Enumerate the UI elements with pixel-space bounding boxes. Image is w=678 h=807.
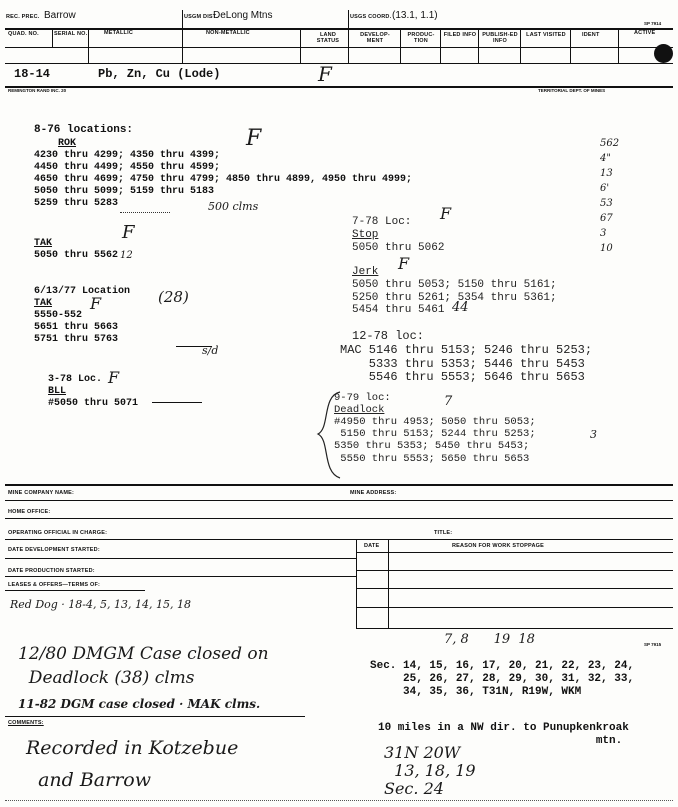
operating-official-label: OPERATING OFFICIAL IN CHARGE:: [8, 530, 108, 536]
tak-line: 5050 thru 5562: [34, 250, 119, 261]
mine-address-label: MINE ADDRESS:: [350, 490, 397, 496]
red-dog-note: Red Dog · 18-4, 5, 13, 14, 15, 18: [10, 598, 191, 611]
printer-credit: REMINGTON RAND INC. 20: [8, 88, 67, 93]
count-28: (28): [158, 288, 189, 306]
dev-started-label: DATE DEVELOPMENT STARTED:: [8, 547, 100, 553]
loc-6-13-77-title: 6/13/77 Location: [34, 286, 131, 297]
hand-f5: F: [440, 204, 452, 223]
hand-f4: F: [108, 368, 120, 387]
active-dot-icon: [654, 44, 673, 63]
hand-f6: F: [398, 254, 410, 273]
loc-778-title: 7-78 Loc:: [352, 216, 412, 228]
mac-lines: MAC 5146 thru 5153; 5246 thru 5253; 5333 thru 5353; 5446 thru 5453 5546 thru 5553; 5646 thru 5653: [340, 343, 593, 384]
header-rule-3: [5, 63, 673, 64]
claims-500: 500 clms: [208, 200, 259, 213]
jerk-lines: 5050 thru 5053; 5150 thru 5161; 5250 thru 5261; 5354 thru 5361; 5454 thru 5461: [352, 279, 557, 317]
loc-876-title: 8-76 locations:: [34, 124, 134, 136]
bll-line: #5050 thru 5071: [48, 398, 139, 409]
note-1282: 11-82 DGM case closed · MAK clms.: [18, 697, 261, 711]
col-active: ACTIVE: [634, 30, 656, 36]
hand-n7: 7: [444, 394, 453, 409]
deadlock-label: Deadlock: [334, 404, 385, 416]
hand-n44: 44: [452, 300, 469, 315]
reason-col: REASON FOR WORK STOPPAGE: [452, 543, 544, 549]
hand-sd: s/d: [202, 344, 219, 357]
tak2-label: TAK: [34, 298, 53, 309]
loc-1278-title: 12-78 loc:: [352, 329, 425, 343]
prod-started-label: DATE PRODUCTION STARTED:: [8, 568, 95, 574]
note-1280: 12/80 DMGM Case closed on Deadlock (38) clms: [18, 644, 269, 688]
col-production: PRODUC-TION: [407, 32, 435, 44]
col-development: DEVELOP-MENT: [360, 32, 390, 44]
header-rule-2: [5, 47, 673, 48]
comments-label: COMMENTS:: [8, 720, 44, 726]
mine-company-label: MINE COMPANY NAME:: [8, 490, 75, 496]
col-quad-no: QUAD. NO.: [8, 31, 39, 37]
roc-lines: 4230 thru 4299; 4350 thru 4399; 4450 thru 4499; 4550 thru 4599; 4650 thru 4699; 4750 thru 4799; 4850 thru 4899, 4950 thru 4999; 5050 thru 5099; 5159 thru 5183 5259 thru 5283: [34, 150, 413, 209]
stop-line: 5050 thru 5062: [352, 242, 445, 254]
sec-top-note: 7, 8 19 18: [444, 632, 535, 647]
col-metallic: METALLIC: [104, 30, 133, 36]
col-filed-info: FILED INFO: [443, 32, 477, 38]
location-desc: 10 miles in a NW dir. to Punupkenkroak mtn.: [378, 722, 629, 747]
metals-value: Pb, Zn, Cu (Lode): [98, 67, 221, 81]
hand-f2: F: [122, 222, 135, 243]
form-number: SP 7914: [644, 21, 662, 26]
brace-mark: [312, 388, 342, 482]
col-land-status: LAND STATUS: [316, 32, 340, 44]
tak-label: TAK: [34, 238, 53, 249]
loc-979-title: 9-79 loc:: [334, 392, 391, 404]
recorded-note: Recorded in Kotzebue and Barrow: [26, 737, 239, 791]
col-serial-no: SERIAL NO.: [54, 31, 88, 37]
tak2-lines: 5550-552 5651 thru 5663 5751 thru 5763: [34, 310, 119, 345]
twp-note: 31N 20W 13, 18, 19 Sec. 24: [384, 743, 476, 798]
jerk-label: Jerk: [352, 266, 379, 278]
bll-label: BLL: [48, 386, 67, 397]
hand-f1: F: [246, 126, 262, 151]
rec-prec-label: REC. PREC.: [6, 14, 40, 20]
usgs-coord-value: (13.1, 1.1): [392, 10, 438, 21]
roc-label: ROK: [58, 138, 77, 149]
hand-n3: 3: [590, 428, 597, 441]
title-label: TITLE:: [434, 530, 453, 536]
loc-378-title: 3-78 Loc.: [48, 374, 103, 385]
leases-label: LEASES & OFFERS—TERMS OF:: [8, 582, 101, 588]
usgm-dist-value: DeLong Mtns: [213, 10, 273, 21]
col-ident: IDENT: [582, 32, 600, 38]
department-label: TERRITORIAL DEPT. OF MINES: [538, 88, 606, 93]
stop-label: Stop: [352, 229, 379, 241]
col-published-info: PUBLISH-ED INFO: [482, 32, 518, 44]
form-number-2: SP 7915: [644, 642, 662, 647]
col-nonmetallic: NON-METALLIC: [206, 30, 250, 36]
hand-n12: 12: [120, 250, 133, 261]
quad-serial-value: 18-14: [14, 67, 51, 81]
usgm-dist-label: USGM DIST.: [184, 14, 218, 20]
deadlock-lines: #4950 thru 4953; 5050 thru 5053; 5150 thru 5153; 5244 thru 5253; 5350 thru 5353; 5450 thru 5453; 5550 thru 5553; 5650 thru 5653: [334, 416, 536, 465]
rec-prec-value: Barrow: [44, 10, 76, 21]
col-last-visited: LAST VISITED: [526, 32, 566, 38]
hand-f3: F: [90, 294, 102, 313]
home-office-label: HOME OFFICE:: [8, 509, 51, 515]
land-status-mark: F: [318, 62, 332, 86]
sections-text: Sec. 14, 15, 16, 17, 20, 21, 22, 23, 24, 25, 26, 27, 28, 29, 30, 31, 32, 33, 34, 35, 36, T31N, R19W, WKM: [370, 660, 635, 698]
usgs-coord-label: USGS COORD.: [350, 14, 392, 20]
margin-tally-notes: 562 4" 13 6' 53 67 3 10: [600, 138, 620, 254]
date-col: DATE: [364, 543, 380, 549]
